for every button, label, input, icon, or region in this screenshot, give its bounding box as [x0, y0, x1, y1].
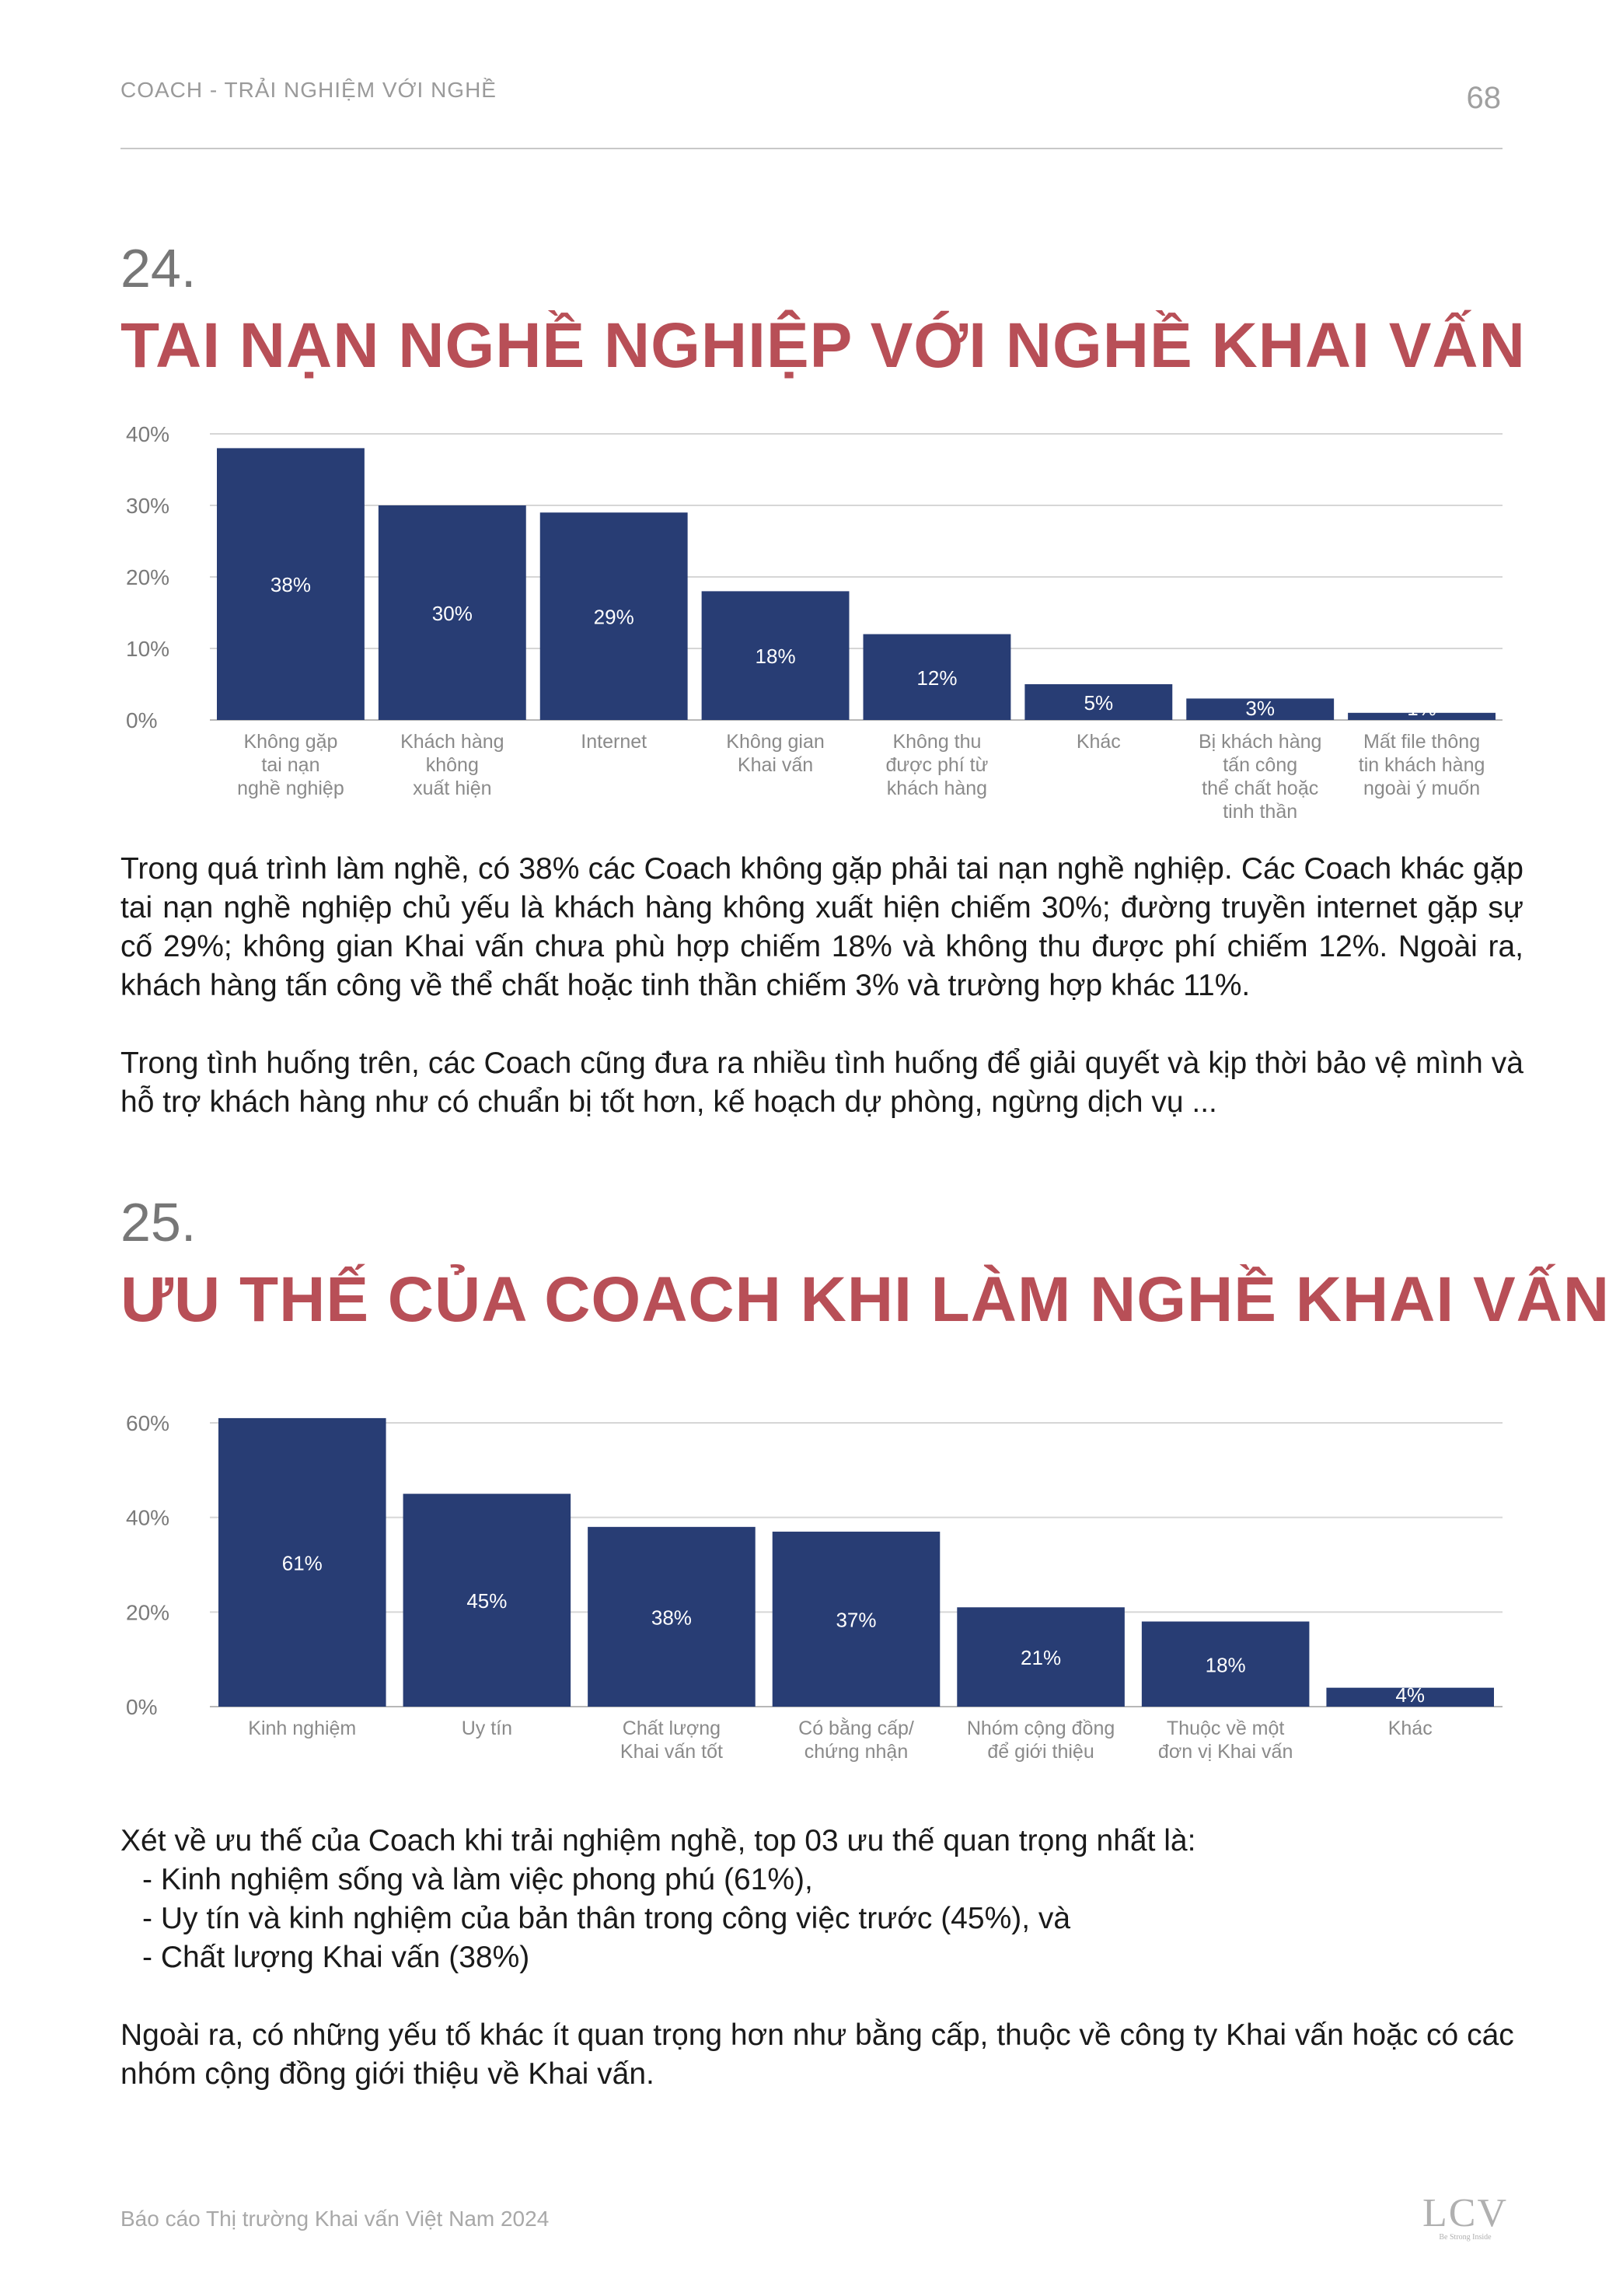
section-25-number: 25.: [120, 1192, 197, 1253]
category-label: Nhóm cộng đồng: [966, 1718, 1115, 1739]
chart-occupational-accidents: [0, 404, 1616, 840]
category-label: Thuộc về một: [1166, 1718, 1285, 1739]
category-label: tai nạn: [261, 754, 320, 776]
section-24-paragraph-1: Trong quá trình làm nghề, có 38% các Coach không gặp phải tai nạn nghề nghiệp. Các Coach khác gặp tai nạn nghề nghiệp chủ yếu là khách hàng không xuất hiện chiếm 30%; đường truyền internet gặp sự cố 29%; không gian Khai vấn chưa phù hợp chiếm 18% và không thu được phí chiếm 12%. Ngoài ra, khách hàng tấn công về thể chất hoặc tinh thần chiếm 3% và trường hợp khác 11%.: [120, 852, 1524, 1002]
data-label: 1%: [1407, 697, 1436, 720]
data-label: 30%: [431, 602, 473, 625]
category-label: xuất hiện: [413, 778, 492, 799]
category-label: Bị khách hàng: [1198, 731, 1322, 753]
data-label: 12%: [916, 666, 958, 690]
category-label: tấn công: [1223, 754, 1298, 776]
category-label: Khác: [1387, 1718, 1433, 1739]
category-label: Không gian: [726, 731, 825, 753]
chart-coach-advantages: [0, 1384, 1616, 1788]
bullet-item: - Uy tín và kinh nghiệm của bản thân trong công việc trước (45%), và: [142, 1902, 1071, 1935]
section-25-body: [120, 1822, 1524, 2094]
y-tick-label: 10%: [126, 637, 170, 661]
category-label: nghề nghiệp: [237, 778, 344, 799]
category-label: Uy tín: [461, 1718, 513, 1739]
data-label: 5%: [1084, 691, 1114, 715]
category-label: khách hàng: [886, 778, 988, 799]
data-label: 29%: [593, 605, 634, 629]
category-label: không: [425, 754, 479, 776]
section-24-number: 24.: [120, 238, 197, 299]
y-tick-label: 40%: [126, 422, 170, 446]
category-label: Chất lượng: [622, 1718, 721, 1739]
category-label: thể chất hoặc: [1202, 778, 1319, 799]
data-label: 18%: [1205, 1653, 1246, 1677]
data-label: 45%: [466, 1589, 508, 1613]
data-label: 4%: [1395, 1683, 1426, 1707]
logo-mark: LCV: [1422, 2191, 1508, 2235]
section-25-closing: Ngoài ra, có những yếu tố khác ít quan trọng hơn như bằng cấp, thuộc về công ty Khai vấn hoặc có các nhóm cộng đồng giới thiệu về Khai vấn.: [120, 2018, 1514, 2091]
category-label: Khác: [1076, 731, 1121, 753]
y-tick-label: 20%: [126, 1600, 170, 1625]
y-tick-label: 0%: [126, 1695, 158, 1719]
y-tick-label: 0%: [126, 708, 158, 732]
category-label: Mất file thông: [1363, 731, 1481, 753]
data-label: 3%: [1245, 697, 1275, 720]
section-24-paragraph-2: Trong tình huống trên, các Coach cũng đưa ra nhiều tình huống để giải quyết và kịp thời bảo vệ mình và hỗ trợ khách hàng như có chuẩn bị tốt hơn, kế hoạch dự phòng, ngừng dịch vụ ...: [120, 1047, 1524, 1119]
lcv-logo: [1422, 2191, 1508, 2242]
data-label: 21%: [1021, 1646, 1062, 1670]
category-label: Có bằng cấp/: [798, 1718, 914, 1739]
category-label: Khách hàng: [400, 731, 504, 753]
y-tick-label: 20%: [126, 565, 170, 589]
y-tick-label: 60%: [126, 1411, 170, 1435]
category-label: Không gặp: [243, 731, 338, 753]
section-24-body: [120, 850, 1524, 1122]
data-label: 61%: [281, 1551, 323, 1575]
category-label: chứng nhận: [804, 1741, 909, 1763]
category-label: Kinh nghiệm: [248, 1718, 357, 1739]
data-label: 38%: [651, 1606, 692, 1630]
page-number: 68: [1466, 81, 1501, 115]
bullet-item: - Chất lượng Khai vấn (38%): [142, 1941, 530, 1974]
data-label: 38%: [270, 573, 311, 597]
logo-tagline: Be Strong Inside: [1439, 2233, 1492, 2242]
data-label: 37%: [836, 1608, 877, 1632]
section-24-title: TAI NẠN NGHỀ NGHIỆP VỚI NGHỀ KHAI VẤN: [120, 310, 1526, 381]
section-25-title: ƯU THẾ CỦA COACH KHI LÀM NGHỀ KHAI VẤN: [120, 1264, 1611, 1335]
category-label: Không thu: [892, 731, 982, 753]
header-divider: [120, 148, 1503, 149]
category-label: Internet: [581, 731, 647, 753]
data-label: 18%: [755, 645, 796, 669]
category-label: đơn vị Khai vấn: [1157, 1741, 1293, 1763]
bullet-item: - Kinh nghiệm sống và làm việc phong phú (61%),: [142, 1863, 813, 1896]
category-label: để giới thiệu: [987, 1741, 1094, 1763]
category-label: tinh thần: [1223, 801, 1298, 823]
category-label: tin khách hàng: [1358, 754, 1485, 776]
category-label: Khai vấn: [737, 754, 814, 776]
category-label: Khai vấn tốt: [620, 1741, 723, 1763]
category-label: được phí từ: [885, 754, 989, 776]
y-tick-label: 30%: [126, 494, 170, 518]
category-label: ngoài ý muốn: [1363, 778, 1481, 799]
section-25-intro: Xét về ưu thế của Coach khi trải nghiệm nghề, top 03 ưu thế quan trọng nhất là:: [120, 1824, 1196, 1857]
y-tick-label: 40%: [126, 1505, 170, 1530]
report-title: Báo cáo Thị trường Khai vấn Việt Nam 2024: [120, 2207, 550, 2231]
section-label: COACH - TRẢI NGHIỆM VỚI NGHỀ: [120, 78, 497, 102]
